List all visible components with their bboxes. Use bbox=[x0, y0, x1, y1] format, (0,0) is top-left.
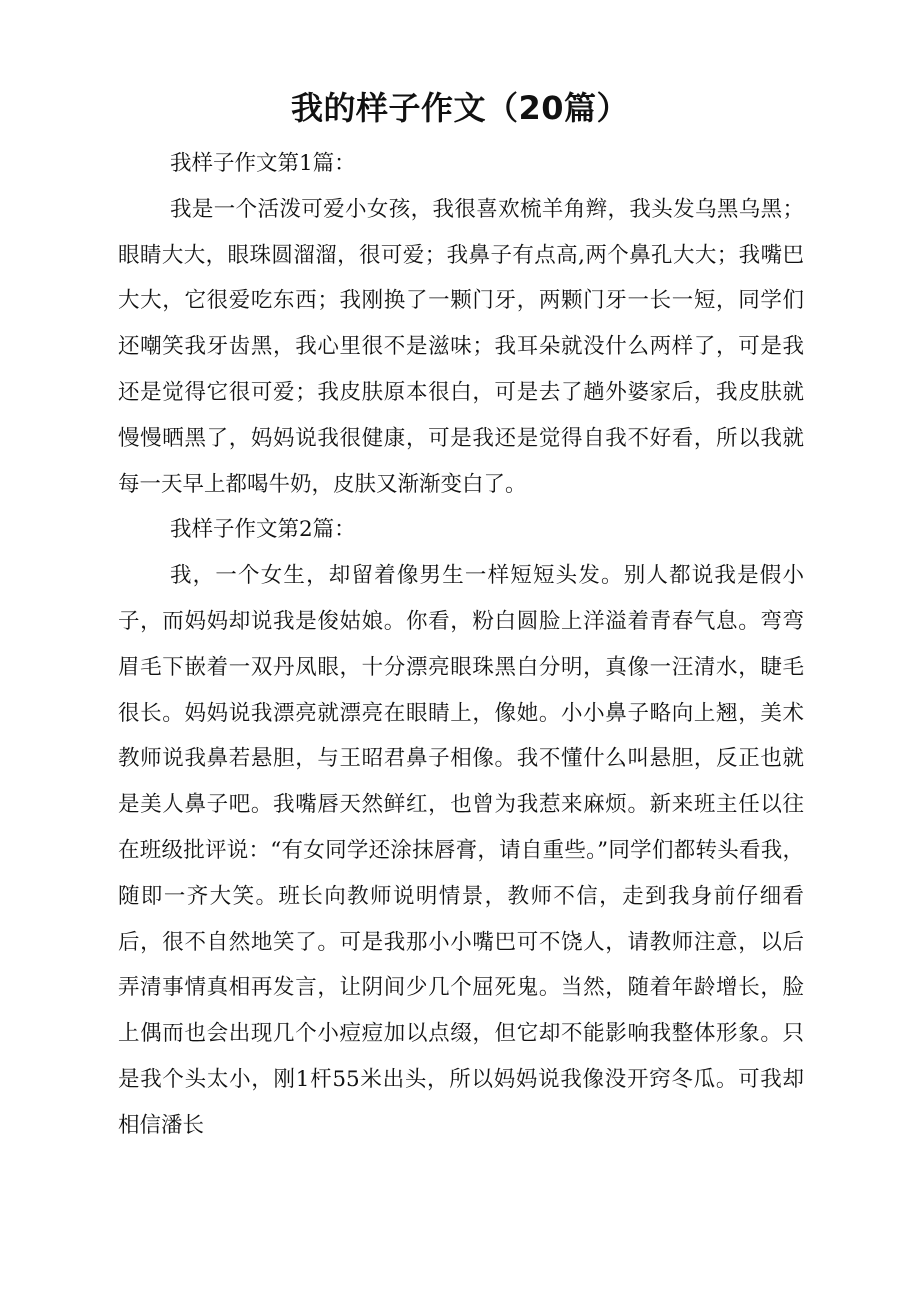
section-1-heading: 我样子作文第1篇： bbox=[170, 151, 356, 176]
document-title: 我的样子作文（20篇） bbox=[290, 89, 630, 127]
document-body bbox=[118, 141, 804, 1149]
section-1-paragraph: 我是一个活泼可爱小女孩，我很喜欢梳羊角辫，我头发乌黑乌黑；眼睛大大，眼珠圆溜溜，很可爱；我鼻子有点高,两个鼻孔大大；我嘴巴大大，它很爱吃东西；我刚换了一颗门牙，两颗门牙一长一短，同学们还嘲笑我牙齿黑，我心里很不是滋味；我耳朵就没什么两样了，可是我还是觉得它很可爱；我皮肤原本很白，可是去了趟外婆家后，我皮肤就慢慢晒黑了，妈妈说我很健康，可是我还是觉得自我不好看，所以我就每一天早上都喝牛奶，皮肤又渐渐变白了。 bbox=[118, 196, 804, 497]
section-2-paragraph: 我，一个女生，却留着像男生一样短短头发。别人都说我是假小子，而妈妈却说我是俊姑娘。你看，粉白圆脸上洋溢着青春气息。弯弯眉毛下嵌着一双丹凤眼，十分漂亮眼珠黑白分明，真像一汪清水，睫毛很长。妈妈说我漂亮就漂亮在眼睛上，像她。小小鼻子略向上翘，美术教师说我鼻若悬胆，与王昭君鼻子相像。我不懂什么叫悬胆，反正也就是美人鼻子吧。我嘴唇天然鲜红，也曾为我惹来麻烦。新来班主任以往在班级批评说：“有女同学还涂抹唇膏，请自重些。”同学们都转头看我，随即一齐大笑。班长向教师说明情景，教师不信，走到我身前仔细看后，很不自然地笑了。可是我那小小嘴巴可不饶人，请教师注意，以后弄清事情真相再发言，让阴间少几个屈死鬼。当然，随着年龄增长，脸上偶而也会出现几个小痘痘加以点缀，但它却不能影响我整体形象。只是我个头太小，刚1杆55米出头，所以妈妈说我像没开窍冬瓜。可我却相信潘长 bbox=[118, 563, 804, 1138]
section-2-heading: 我样子作文第2篇： bbox=[170, 517, 356, 543]
